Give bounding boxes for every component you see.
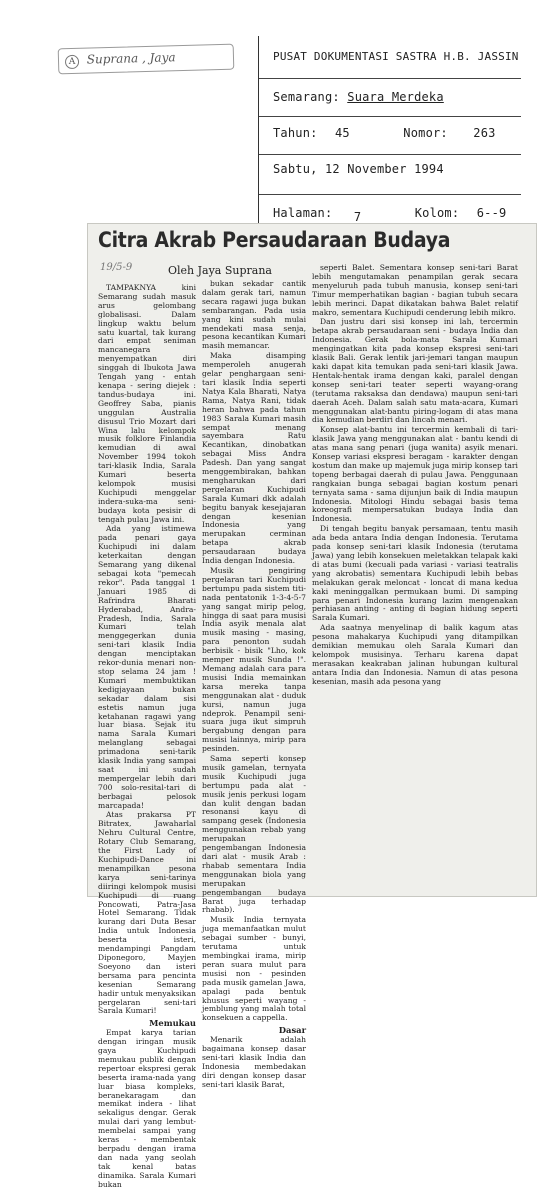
circled-letter: A: [65, 55, 79, 69]
subheading-dasar: Dasar: [278, 1025, 306, 1036]
paragraph: Atas prakarsa PT Bitratex, Jawaharlal Nehru Cultural Centre, Rotary Club Semarang, the First Lady of Kuchipudi-Dance ini menampilkan pesona karya seni-tarinya diiringi kelompok musisi Kuchipudi di ruang Poncowati, Patra-Jasa Hotel Semarang. Tidak kurang dari Duta Besar India untuk Indonesia beserta isteri, mendampingi Pangdam Diponegoro, Mayjen Soeyono dan isteri bersama para pencinta kesenian Semarang hadir untuk menyaksikan pergelaran seni-tari Sarala Kumari!: [98, 810, 196, 1016]
paragraph: Maka disamping memperoleh anugerah gelar penghargaan seni-tari klasik India seperti Natya Kala Bharati, Natya Rama, Natya Rani, tidak heran bahwa pada tahun 1983 Sarala Kumari masih sempat menang sayembara Ratu Kecantikan, dinobatkan sebagai Miss Andra Padesh. Dan yang sangat menggembirakan, bahkan mengharukan dari pergelaran Kuchipudi Sarala Kumari dkk adalah begitu banyak kesejajaran dengan kesenian Indonesia yang merupakan cerminan betapa akrab persaudaraan budaya India dengan Indonesia.: [202, 351, 306, 566]
article-headline: Citra Akrab Persaudaraan Budaya: [98, 228, 451, 252]
newspaper-clipping: [88, 224, 536, 1189]
number-value: 263: [473, 126, 496, 140]
paragraph: bukan sekadar cantik dalam gerak tari, namun secara ragawi juga bukan sembarangan. Pada usia yang kini sudah mulai mendekati masa senja, pesona kecantikan Kumari masih memancar.: [202, 279, 306, 351]
card-divider: [259, 78, 521, 79]
paragraph: Dan justru dari sisi konsep ini lah, tercermin betapa akrab persaudaraan seni - budaya India dan Indonesia. Gerak bola-mata Sarala Kumari mengingatkan kita pada konsep ekspresi seni-tari klasik Bali. Gerak lentik jari-jemari tangan maupun kaki dapat kita temukan pada seni-tari klasik Jawa. Hentak-hentak irama dengan kaki, paralel dengan konsep seni-tari teater seperti wayang-orang (terutama raksaksa dan dendawa) maupun seni-tari daerah Aceh. Dalam salah satu mata-acara, Kumari menggunakan alat-bantu piring-logam di atas mana dia kemudian berdiri dan lincah menari.: [312, 317, 518, 425]
paragraph: Konsep alat-bantu ini tercermin kembali di tari-klasik Jawa yang menggunakan alat - bantu kendi di atas mana sang penari (juga wanita) asyik menari. Konsep variasi ekspresi beragam - karakter dengan kostum dan make up majemuk juga mirip konsep tari topeng berbagai daerah di pulau Jawa. Penggunaan rangkaian bunga sebagai bagian kostum penari ternyata sama - sama dijunjun baik di India maupun Indonesia. Mitologi Hindu sebagai basis tema koreografi mempersatukan budaya India dan Indonesia.: [312, 425, 518, 524]
page-value: 7: [353, 210, 362, 224]
paragraph: Di tengah begitu banyak persamaan, tentu masih ada beda antara India dengan Indonesia. Terutama pada konsep seni-tari klasik Indonesia (terutama Jawa) yang lebih konsekuen meletakkan telapak kaki di atas bumi (kecuali pada variasi - variasi teatralis yang akrobatis) sementara Kuchipudi lebih bebas melakukan gerak meloncat - loncat di mana kedua kaki meninggalkan permukaan bumi. Di samping para penari Indonesia kurang lazim mengenakan perhiasan anting - anting di bagian hidung seperti Sarala Kumari.: [312, 524, 518, 623]
paragraph: Empat karya tarian dengan iringan musik gaya Kuchipudi memukau publik dengan repertoar ekspresi gerak beserta irama-nada yang luar biasa kompleks, beranekaragam dan memikat indera - lihat sekaligus dengar. Gerak mulai dari yang lembut-membelai sampai yang keras - membentak berpadu dengan irama dan nada yang seolah tak kenal batas dinamika. Sarala Kumari bukan: [98, 1028, 196, 1189]
article-column-1: [98, 283, 196, 1189]
card-divider: [259, 116, 521, 117]
card-divider: [259, 194, 521, 195]
card-divider: [259, 154, 521, 155]
city-label: Semarang:: [273, 90, 340, 104]
page-label: Halaman:: [273, 206, 333, 220]
institution-name: PUSAT DOKUMENTASI SASTRA H.B. JASSIN: [273, 50, 519, 63]
article-column-3: [312, 264, 518, 886]
article-column-2: [202, 279, 306, 1089]
paragraph: TAMPAKNYA kini Semarang sudah masuk arus gelombang globalisasi. Dalam lingkup waktu belum satu kuartal, tak kurang dari empat seniman mancanegara menyempatkan diri singgah di Ibukota Jawa Tengah yang - entah kenapa - sering diejek : tandus-budaya ini. Geoffrey Saba, pianis unggulan Australia disusul Trio Mozart dari Wina lalu kelompok musik folklore Finlandia kemudian di awal November 1994 tokoh tari-klasik India, Sarala Kumari beserta kelompok musisi Kuchipudi menggelar indera-suka-ma seni-budaya kota pesisir di tengah pulau Jawa ini.: [98, 283, 196, 524]
newspaper-row: [273, 90, 444, 104]
margin-scribble: 19/5-9: [100, 262, 133, 273]
subheading-memukau: Memukau: [149, 1018, 196, 1029]
issue-row: [273, 126, 496, 140]
newspaper-name: Suara Merdeka: [347, 90, 444, 104]
paragraph: Menarik adalah bagaimana konsep dasar seni-tari klasik India dan Indonesia membedakan diri dengan konsep dasar seni-tari klasik Barat,: [202, 1035, 306, 1089]
handwritten-note: [58, 44, 235, 75]
column-value: 6--9: [476, 206, 507, 220]
year-value: 45: [335, 126, 350, 140]
article-byline: Oleh Jaya Suprana: [168, 264, 272, 277]
archive-card: [258, 36, 520, 248]
paragraph: Musik India ternyata juga memanfaatkan mulut sebagai sumber - bunyi, terutama untuk membingkai irama, mirip peran suara mulut para musisi non - pesinden pada musik gamelan Jawa, apalagi pada bentuk khusus seperti wayang - jemblung yang malah total konsekuen a cappella.: [202, 915, 306, 1023]
number-label: Nomor:: [403, 126, 448, 140]
paragraph: Ada saatnya menyelinap di balik kagum atas pesona mahakarya Kuchipudi yang ditampilkan demikian memukau oleh Sarala Kumari dan kelompok musisinya. Terharu karena dapat merasakan keakraban jalinan hubungan kultural antara India dan Indonesia. Namun di atas pesona kesenian, masih ada pesona yang: [312, 623, 518, 686]
page-row: [273, 206, 507, 224]
paragraph: Musik pengiring pergelaran tari Kuchipudi bertumpu pada sistem titi-nada pentatonik 1-3-4-5-7 yang sangat mirip pelog, hingga di saat para musisi India asyik menala alat musik masing - masing, para penonton sudah berbisik - bisik "Lho, kok memper musik Sunda !". Memang adalah cara para musisi India memainkan karsa mereka tanpa menggunakan alat - duduk kursi, namun juga ndeprok. Penampil seni-suara juga ikut simpruh bergabung dengan para musisi lainnya, mirip para pesinden.: [202, 566, 306, 754]
paragraph: Sama seperti konsep musik gamelan, ternyata musik Kuchipudi juga bertumpu pada alat - musik jenis perkusi logam dan kulit dengan badan resonansi kayu di sampang gesek (Indonesia menggunakan rebab yang merupakan pengembangan Indonesia dari alat - musik Arab : rhabab sementara India menggunakan biola yang merupakan pengembangan budaya Barat juga terhadap rhabab).: [202, 754, 306, 915]
paragraph: seperti Balet. Sementara konsep seni-tari Barat lebih mengutamakan penampilan gerak secara menyeluruh pada tubuh manusia, konsep seni-tari Timur memperhatikan bagian - bagian tubuh secara lebih merinci. Dapat dikatakan bahwa Balet relatif makro, sementara Kuchipudi cenderung lebih mikro.: [312, 263, 518, 317]
column-label: Kolom:: [414, 206, 460, 220]
year-label: Tahun:: [273, 126, 318, 140]
handwritten-text: Suprana , Jaya: [86, 50, 176, 67]
date-text: Sabtu, 12 November 1994: [273, 162, 444, 176]
paragraph: Ada yang istimewa pada penari gaya Kuchipudi ini dalam keterkaitan dengan Semarang yang dikenal sebagai kota "pemecah rekor". Pada tanggal 1 Januari 1985 di Rafrindra Bharati Hyderabad, Andra-Pradesh, India, Sarala Kumari telah menggegerkan dunia seni-tari klasik India dengan menciptakan rekor-dunia menari non-stop selama 24 jam ! Kumari membuktikan kedigjayaan bukan sekadar dalam sisi estetis namun juga ketahanan ragawi yang luar biasa. Sejak itu nama Sarala Kumari melanglang sebagai primadona seni-tarik klasik India yang sampai saat ini sudah mempergelar lebih dari 700 solo-resital-tari di berbagai pelosok marcapada!: [98, 524, 196, 810]
